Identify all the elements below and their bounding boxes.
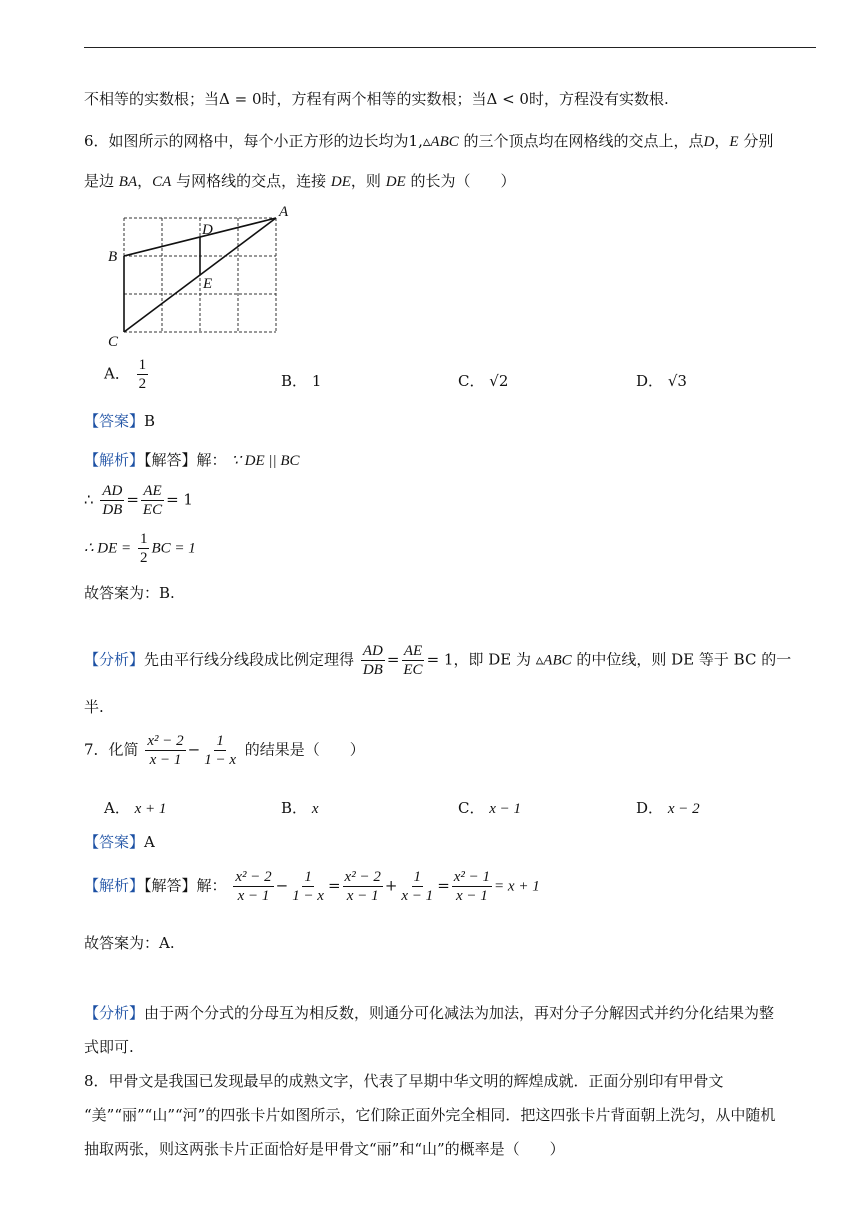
label-b: B xyxy=(108,249,118,265)
frac-num: x² − 2 xyxy=(147,733,184,749)
sol-fraction3 xyxy=(343,868,383,905)
solution-lead: 解： xyxy=(196,876,227,895)
q7-number: 7． xyxy=(84,740,109,759)
frac-den: EC xyxy=(142,502,163,518)
q6-answer xyxy=(84,410,155,431)
q8-number: 8． xyxy=(84,1072,109,1090)
q6-stem-part2: 的三个顶点均在网格线的交点上，点 xyxy=(463,132,704,150)
frac-den: x − 1 xyxy=(456,888,488,904)
q6-de1: DE xyxy=(330,174,351,190)
q6-option-d-value: √3 xyxy=(667,372,687,390)
q7-option-b-value: x xyxy=(311,801,319,817)
q7-minus: − xyxy=(187,740,201,759)
top-line: 不相等的实数根；当Δ = 0时，方程有两个相等的实数根；当Δ < 0时，方程没有实数根. xyxy=(84,90,669,108)
q6-option-c-label: C． xyxy=(458,372,485,390)
answer-tag: 【答案】 xyxy=(84,833,145,851)
q6-line2 xyxy=(84,170,515,191)
frac-den: DB xyxy=(362,662,383,678)
analysis-tag: 【解析】 xyxy=(84,451,145,469)
q6-step2 xyxy=(84,530,196,567)
fraction-ad-db xyxy=(100,482,124,519)
frac-den: x − 1 xyxy=(346,888,379,904)
frac-num: 1 xyxy=(413,869,422,885)
q7-answer xyxy=(84,831,155,852)
q6-option-d-label: D． xyxy=(636,372,664,390)
frac-den: 1 − x xyxy=(292,888,324,904)
sol-eq1: = xyxy=(327,876,341,895)
q6-conclusion: 故答案为：B. xyxy=(84,584,175,602)
step2-end: BC = 1 xyxy=(151,540,196,557)
q7-tail: 的结果是（ ） xyxy=(244,740,365,759)
sol-op1: − xyxy=(275,876,289,895)
answer-value: A xyxy=(144,833,155,851)
q6-comma: ， xyxy=(714,132,730,150)
header-rule xyxy=(84,47,816,48)
frac-den: 2 xyxy=(138,376,147,392)
q7-fenxi-line2: 式即可. xyxy=(84,1038,134,1056)
analysis-tag: 【解析】 xyxy=(84,876,145,895)
q7-option-c-label: C． xyxy=(458,799,485,817)
fenxi-triangle: ▵ABC xyxy=(535,652,572,669)
q8-line1 xyxy=(84,1070,724,1091)
q6-option-d xyxy=(636,370,687,391)
frac-den: x − 1 xyxy=(237,888,270,904)
frac-num: AD xyxy=(102,483,123,499)
fenxi-text1: 由于两个分式的分母互为相反数，则通分可化减法为加法，再对分子分解因式并约分化结果为整 xyxy=(144,1004,775,1022)
because-statement: ∵ DE || BC xyxy=(231,453,300,469)
frac-den: x − 1 xyxy=(401,888,434,904)
q6-point-e: E xyxy=(729,134,739,150)
frac-num: AE xyxy=(403,643,423,659)
q6-line1 xyxy=(84,130,773,151)
frac-num: 1 xyxy=(304,869,312,885)
sol-fraction2 xyxy=(290,868,326,905)
q8-line3: 抽取两张，则这两张卡片正面恰好是甲骨文“丽”和“山”的概率是（ ） xyxy=(84,1140,565,1158)
q6-option-c xyxy=(458,370,508,391)
label-e: E xyxy=(203,276,213,292)
fraction-half xyxy=(138,530,150,567)
q6-side-ca: CA xyxy=(152,174,172,190)
sol-op2: + xyxy=(384,876,398,895)
q6-stem-part1: 如图所示的网格中，每个小正方形的边长均为1, xyxy=(108,132,423,150)
q6-line2-mid2: ，则 xyxy=(350,172,381,190)
q7-fraction1 xyxy=(145,732,185,769)
q6-option-b xyxy=(281,370,321,391)
sol-fraction4 xyxy=(399,868,435,905)
q7-fenxi-line1 xyxy=(84,1002,774,1023)
solution-tag: 【解答】 xyxy=(144,876,197,895)
q6-step1: ∴ $\frac{AD}{DB}$ = $\frac{AE}{EC}$ = 1 xyxy=(84,483,193,518)
q6-number: 6． xyxy=(84,132,109,150)
sol-end: = x + 1 xyxy=(494,878,540,895)
fenxi-text2: ，即 DE 为 xyxy=(453,650,531,669)
solution-tag: 【解答】 xyxy=(144,451,197,469)
frac-num: 1 xyxy=(216,733,224,749)
q6-line2-end: 的长为（ ） xyxy=(410,172,516,190)
fenxi-fraction-ad-db xyxy=(361,642,385,679)
q7-conclusion: 故答案为：A. xyxy=(84,934,175,952)
fenxi-eq: = 1 xyxy=(426,650,454,669)
q6-fenxi-line1: 【分析】先由平行线分线段成比例定理得 $\frac{AD}{DB}$ = $\frac{AE}{EC}$ = 1，即 DE 为 ▵ABC 的中位线，则 DE 等于 BC 的一 xyxy=(84,643,792,678)
frac-num: x² − 1 xyxy=(453,869,491,885)
fenxi-text3: 的中位线，则 DE 等于 BC 的一 xyxy=(576,650,792,669)
q7-option-d-value: x − 2 xyxy=(667,801,700,817)
step1-end: = 1 xyxy=(166,490,193,509)
frac-num: 1 xyxy=(139,531,148,547)
q6-solution-line1 xyxy=(84,449,300,470)
frac-num: x² − 2 xyxy=(344,869,381,885)
solution-lead: 解： xyxy=(196,451,227,469)
frac-num: 1 xyxy=(138,357,147,373)
label-d: D xyxy=(202,222,213,238)
q7-option-a-value: x + 1 xyxy=(134,801,167,817)
sol-eq2: = xyxy=(437,876,450,895)
q6-line2-mid: 与网格线的交点，连接 xyxy=(176,172,327,190)
fenxi-tag: 【分析】 xyxy=(84,1004,145,1022)
frac-num: AE xyxy=(143,483,162,499)
q6-line2-pre: 是边 xyxy=(84,172,115,190)
q6-option-b-value: 1 xyxy=(311,372,322,390)
q6-grid-figure xyxy=(100,198,300,350)
q7-option-c xyxy=(458,797,521,818)
fenxi-tag: 【分析】 xyxy=(84,650,145,669)
q8-line1-text: 甲骨文是我国已发现最早的成熟文字，代表了早期中华文明的辉煌成就．正面分别印有甲骨文 xyxy=(108,1072,724,1090)
q7-stem xyxy=(84,732,365,769)
q6-side-ba: BA xyxy=(118,174,138,190)
therefore-symbol: ∴ xyxy=(84,490,94,509)
frac-den: EC xyxy=(403,662,423,678)
q6-point-d: D xyxy=(703,134,715,150)
fraction-ae-ec xyxy=(141,482,164,519)
frac-num: x² − 2 xyxy=(235,869,272,885)
label-a: A xyxy=(279,204,289,220)
q7-option-d xyxy=(636,797,700,818)
q6-option-a-label: A． xyxy=(104,364,130,383)
q7-solution xyxy=(84,868,540,905)
q6-fenxi-line2: 半. xyxy=(84,698,104,716)
q6-option-b-label: B． xyxy=(281,372,308,390)
q7-option-d-label: D． xyxy=(636,799,664,817)
fenxi-text1: 先由平行线分线段成比例定理得 xyxy=(144,650,355,669)
q7-option-a xyxy=(104,797,166,818)
frac-den: 1 − x xyxy=(204,752,236,768)
q8-line2: “美”“丽”“山”“河”的四张卡片如图所示，它们除正面外完全相同．把这四张卡片背面朝上洗匀，从中随机 xyxy=(84,1106,776,1124)
q7-option-b-label: B． xyxy=(281,799,308,817)
frac-den: DB xyxy=(102,502,123,518)
q7-lead: 化简 xyxy=(108,740,139,759)
step2-pre: ∴ DE = xyxy=(84,540,132,557)
frac-den: 2 xyxy=(139,550,148,566)
frac-den: x − 1 xyxy=(149,752,182,768)
frac-num: AD xyxy=(362,643,383,659)
label-c: C xyxy=(108,334,119,350)
sol-fraction1 xyxy=(233,868,273,905)
q6-sep: ， xyxy=(137,172,153,190)
q7-option-b xyxy=(281,797,318,818)
q7-option-c-value: x − 1 xyxy=(489,801,522,817)
q6-option-c-value: √2 xyxy=(489,372,509,390)
q6-triangle: ▵ABC xyxy=(422,134,459,150)
q6-de2: DE xyxy=(385,174,406,190)
fenxi-fraction-ae-ec xyxy=(401,642,424,679)
q6-option-a-fraction xyxy=(137,356,149,393)
answer-value: B xyxy=(144,412,156,430)
q7-fraction2 xyxy=(202,732,238,769)
q6-stem-part3: 分别 xyxy=(743,132,774,150)
answer-tag: 【答案】 xyxy=(84,412,145,430)
q6-option-a xyxy=(104,356,150,393)
q7-option-a-label: A． xyxy=(104,799,130,817)
sol-fraction5 xyxy=(452,868,492,905)
